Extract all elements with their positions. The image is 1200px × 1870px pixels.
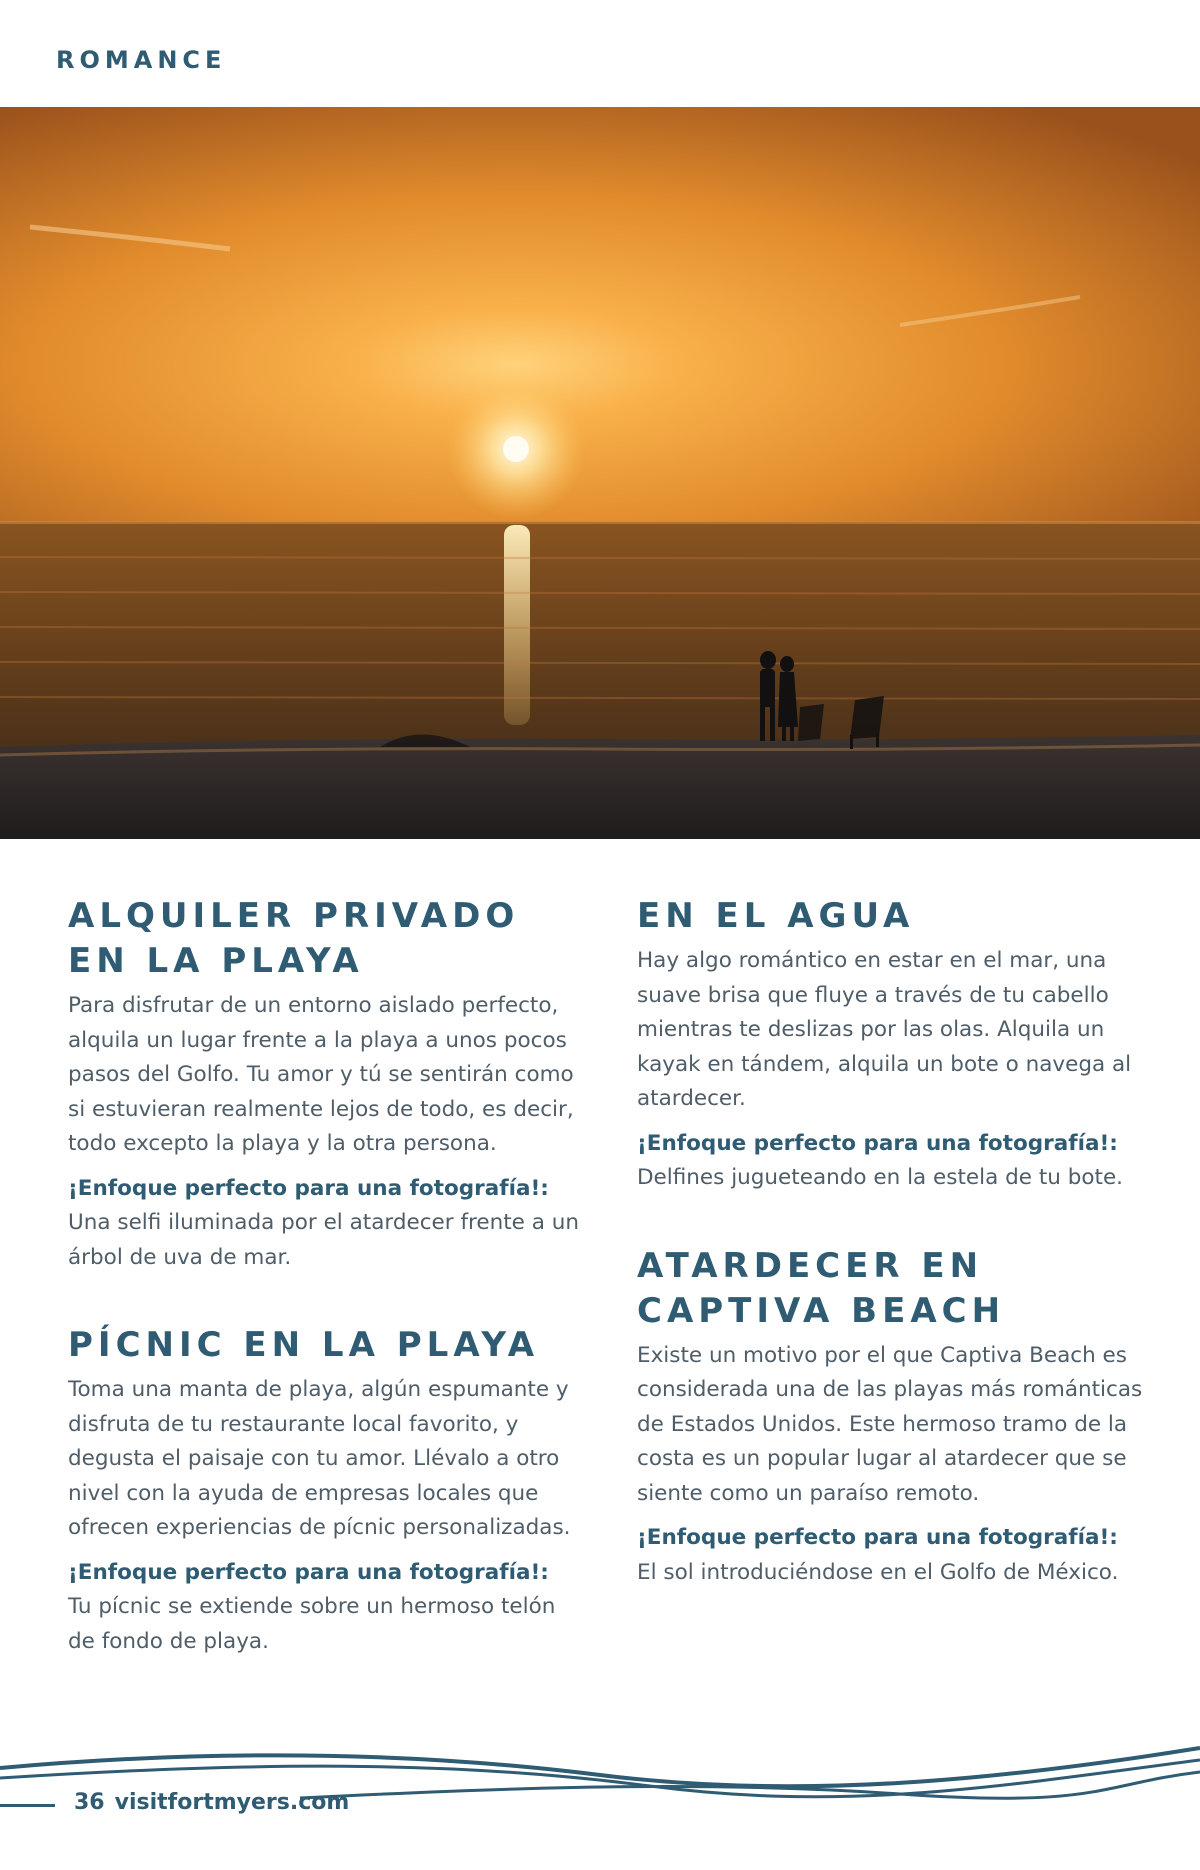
section-heading: ATARDECER EN CAPTIVA BEACH xyxy=(637,1245,1006,1331)
right-column xyxy=(637,894,1157,1590)
sunset-beach-photo-icon xyxy=(0,107,1200,839)
article-section xyxy=(637,1244,1157,1591)
photo-tip-text: Tu pícnic se extiende sobre un hermoso telón de fondo de playa. xyxy=(68,1594,556,1654)
section-body: Para disfrutar de un entorno aislado perfecto, alquila un lugar frente a la playa a unos pocos pasos del Golfo. Tu amor y tú se sentirán como si estuvieran realmente lejos de todo, es decir, todo excepto la playa y la otra persona. xyxy=(68,993,574,1156)
photo-tip-label: ¡Enfoque perfecto para una fotografía!: xyxy=(637,1525,1118,1550)
section-body: Hay algo romántico en estar en el mar, una suave brisa que fluye a través de tu cabello mientras te deslizas por las olas. Alquila un kayak en tándem, alquila un bote o navega al atardecer. xyxy=(637,948,1132,1111)
photo-tip-text: Una selfi iluminada por el atardecer frente a un árbol de uva de mar. xyxy=(68,1210,579,1270)
section-heading: PÍCNIC EN LA PLAYA xyxy=(68,1325,540,1365)
photo-tip-label: ¡Enfoque perfecto para una fotografía!: xyxy=(68,1175,549,1201)
section-label: ROMANCE xyxy=(56,46,227,74)
photo-tip-label: ¡Enfoque perfecto para una fotografía!: xyxy=(68,1559,549,1585)
photo-tip xyxy=(68,1556,588,1660)
page-number: 36 xyxy=(74,1790,105,1815)
photo-tip xyxy=(68,1172,588,1276)
article-section xyxy=(637,894,1157,1196)
article-section xyxy=(68,1323,588,1659)
section-body: Existe un motivo por el que Captiva Beach es considerada una de las playas más románticas de Estados Unidos. Este hermoso tramo de la costa es un popular lugar al atardecer que se siente como un paraíso remoto. xyxy=(637,1342,1143,1506)
photo-tip-text: Delfines jugueteando en la estela de tu bote. xyxy=(637,1165,1124,1190)
photo-tip-label: ¡Enfoque perfecto para una fotografía!: xyxy=(637,1130,1118,1156)
article-section xyxy=(68,894,588,1275)
photo-tip xyxy=(637,1127,1157,1196)
footer-url[interactable]: visitfortmyers.com xyxy=(114,1790,350,1815)
section-heading: EN EL AGUA xyxy=(637,896,915,936)
footer xyxy=(74,1790,349,1815)
section-body: Toma una manta de playa, algún espumante y disfruta de tu restaurante local favorito, y degusta el paisaje con tu amor. Llévalo a otro nivel con la ayuda de empresas locales que ofrecen experiencias de pícnic personalizadas. xyxy=(68,1377,571,1540)
left-column xyxy=(68,894,588,1659)
section-heading: ALQUILER PRIVADO EN LA PLAYA xyxy=(68,896,520,981)
photo-tip xyxy=(637,1521,1157,1590)
hero-photo xyxy=(0,107,1200,839)
footer-rule xyxy=(0,1804,55,1807)
photo-tip-text: El sol introduciéndose en el Golfo de México. xyxy=(637,1559,1119,1585)
